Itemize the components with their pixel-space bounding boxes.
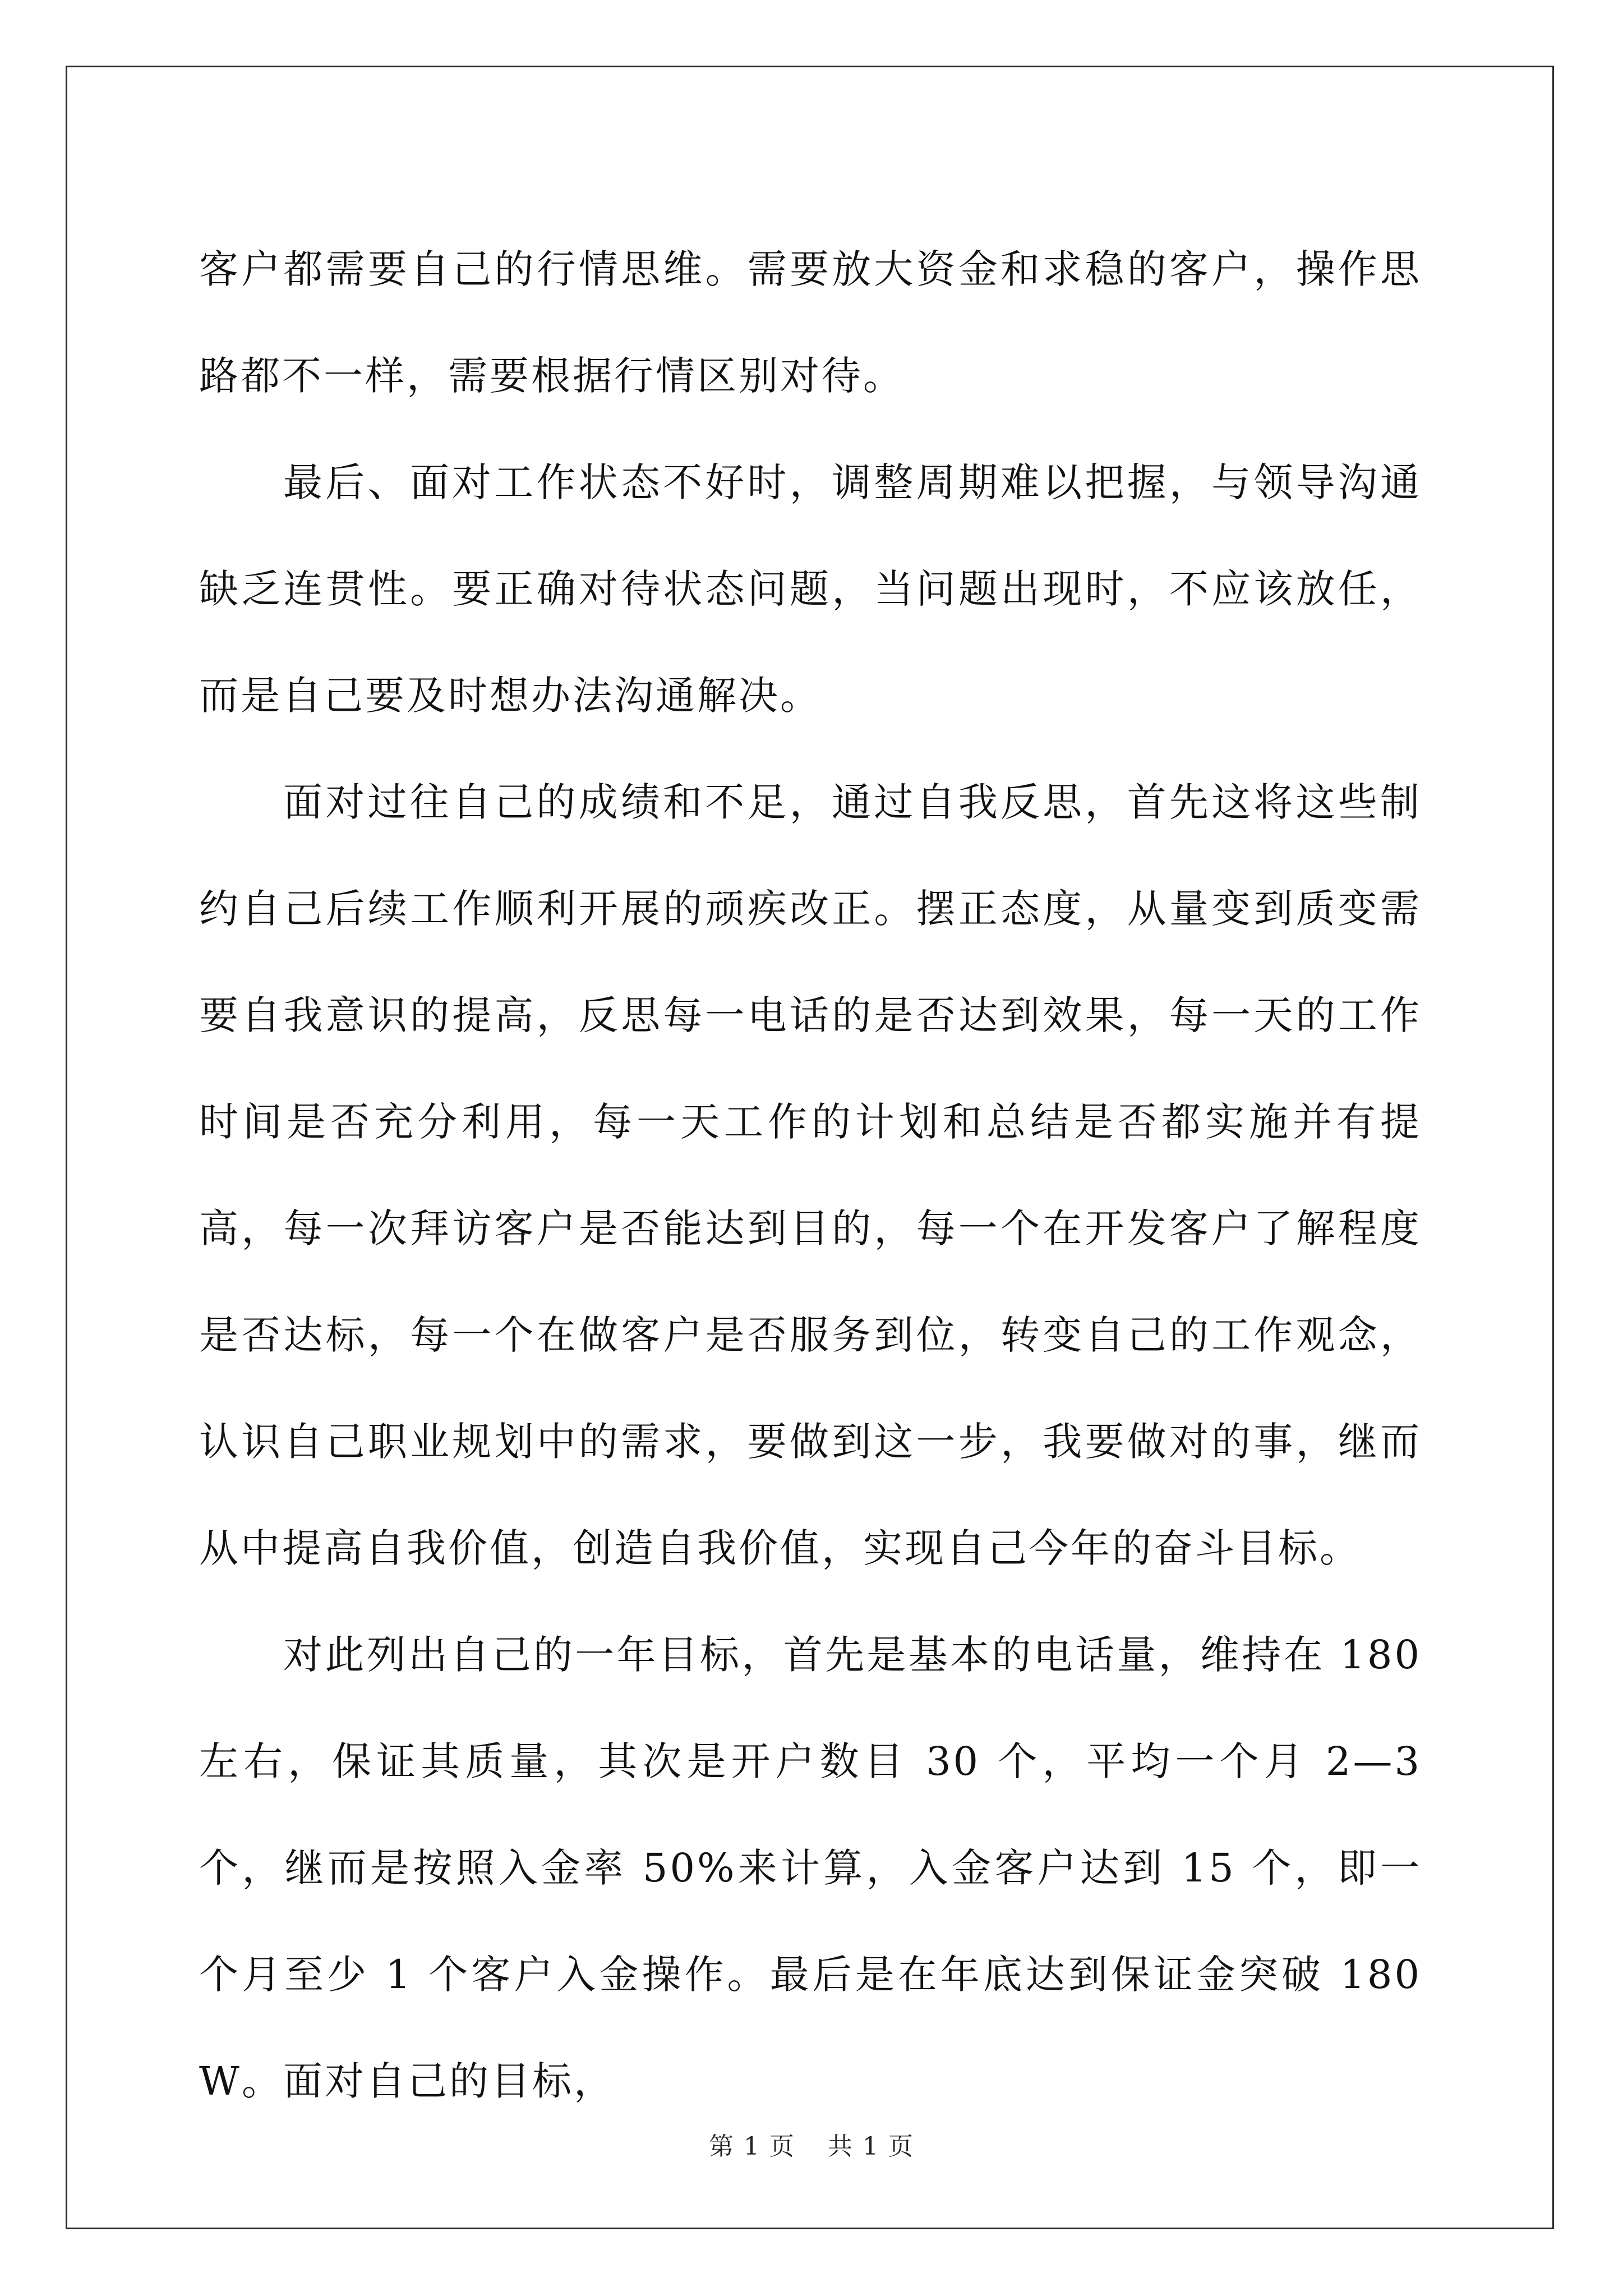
page-number-current: 第 1 页 xyxy=(709,2132,795,2161)
paragraph-3: 面对过往自己的成绩和不足，通过自我反思，首先这将这些制约自己后续工作顺利开展的顽疾改正。摆正态度，从量变到质变需要自我意识的提高，反思每一电话的是否达到效果，每一天的工作时间是否充分利用，每一天工作的计划和总结是否都实施并有提高，每一次拜访客户是否能达到目的，每一个在开发客户了解程度是否达标，每一个在做客户是否服务到位，转变自己的工作观念，认识自己职业规划中的需求，要做到这一步，我要做对的事，继而从中提高自我价值，创造自我价值，实现自己今年的奋斗目标。 xyxy=(199,779,1422,1571)
page-footer xyxy=(0,2126,1623,2162)
paragraph-1: 客户都需要自己的行情思维。需要放大资金和求稳的客户，操作思路都不一样，需要根据行情区别对待。 xyxy=(199,246,1422,399)
document-body xyxy=(199,216,1422,2134)
page-number-total: 共 1 页 xyxy=(828,2132,914,2161)
paragraph-2: 最后、面对工作状态不好时，调整周期难以把握，与领导沟通缺乏连贯性。要正确对待状态问题，当问题出现时，不应该放任，而是自己要及时想办法沟通解决。 xyxy=(199,459,1422,719)
paragraph-4: 对此列出自己的一年目标，首先是基本的电话量，维持在 180 左右，保证其质量，其次是开户数目 30 个，平均一个月 2—3 个，继而是按照入金率 50%来计算，入金客户达到 15 个，即一个月至少 1 个客户入金操作。最后是在年底达到保证金突破 180W。面对自己的目标， xyxy=(199,1632,1422,2104)
